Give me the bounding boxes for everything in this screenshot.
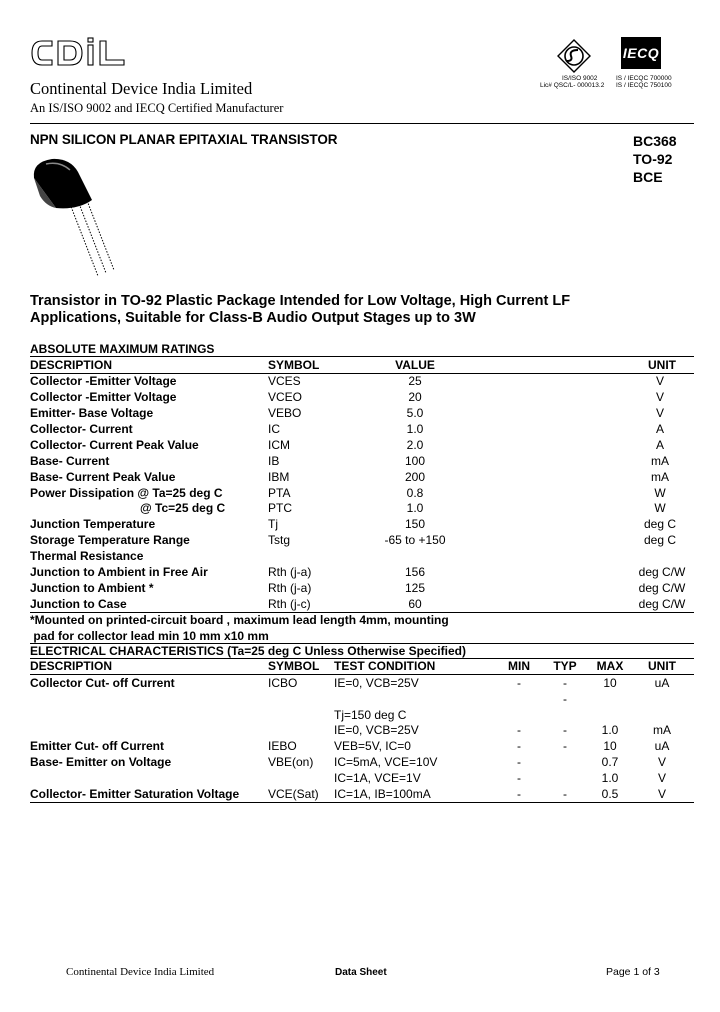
- row-description: Emitter Cut- off Current: [30, 739, 164, 753]
- row-max: 1.0: [601, 771, 619, 785]
- iecq-logo: IECQ: [621, 37, 661, 69]
- abs-max-header-row: DESCRIPTION SYMBOL VALUE UNIT: [30, 358, 676, 372]
- abs-max-row: [0, 486, 720, 502]
- row-symbol: ICBO: [268, 676, 298, 690]
- row-test-condition: IC=1A, IB=100mA: [334, 787, 431, 801]
- part-info: [633, 132, 677, 186]
- row-unit: uA: [654, 739, 670, 753]
- row-description: Emitter- Base Voltage: [30, 406, 154, 420]
- row-value: 125: [404, 581, 426, 595]
- abs-max-row: [0, 390, 720, 406]
- row-symbol: Tstg: [268, 533, 291, 547]
- row-symbol: Rth (j-a): [268, 565, 312, 579]
- row-symbol: Tj: [268, 517, 278, 531]
- row-unit: V: [657, 771, 666, 785]
- abs-max-row: [0, 406, 720, 422]
- product-title: NPN SILICON PLANAR EPITAXIAL TRANSISTOR: [30, 132, 338, 147]
- row-value: 100: [404, 454, 426, 468]
- row-unit: A: [655, 438, 664, 452]
- row-test-condition: Tj=150 deg C: [334, 708, 407, 722]
- row-value: -65 to +150: [384, 533, 446, 547]
- row-symbol: IC: [268, 422, 280, 436]
- row-description: Junction Temperature: [30, 517, 156, 531]
- row-symbol: IEBO: [268, 739, 297, 753]
- abs-max-row: [0, 374, 720, 390]
- row-min: -: [517, 676, 521, 690]
- abs-max-row: [0, 533, 720, 549]
- row-max: 10: [603, 739, 617, 753]
- abs-max-row: [0, 517, 720, 533]
- footer-company: Continental Device India Limited: [66, 966, 215, 978]
- row-unit: V: [655, 390, 664, 404]
- row-unit: deg C/W: [638, 581, 686, 595]
- row-description: Collector- Current: [30, 422, 133, 436]
- row-unit: mA: [651, 470, 669, 484]
- row-unit: mA: [653, 723, 671, 737]
- cdil-logo: [30, 36, 138, 70]
- elec-row: [0, 739, 720, 755]
- row-unit: V: [657, 787, 666, 801]
- row-value: 20: [408, 390, 422, 404]
- elec-header-row: DESCRIPTION SYMBOL TEST CONDITION MIN TYP MAX UNIT: [30, 659, 676, 673]
- row-unit: V: [655, 406, 664, 420]
- abs-max-row: [0, 501, 720, 517]
- row-description: Power Dissipation @ Ta=25 deg C: [30, 486, 223, 500]
- row-symbol: PTC: [268, 501, 292, 515]
- row-symbol: VCE(Sat): [268, 787, 319, 801]
- product-description: Transistor in TO-92 Plastic Package Intended for Low Voltage, High Current LF Applications, Suitable for Class-B Audio Output Stages up to 3W: [30, 293, 571, 326]
- row-unit: deg C/W: [638, 565, 686, 579]
- row-unit: deg C: [643, 533, 677, 547]
- thermal-resistance-title: Thermal Resistance: [30, 549, 144, 563]
- row-description: Collector- Current Peak Value: [30, 438, 199, 452]
- row-value: 5.0: [406, 406, 424, 420]
- row-value: 1.0: [406, 501, 424, 515]
- row-description: Base- Emitter on Voltage: [30, 755, 172, 769]
- package-type: TO-92: [633, 151, 673, 167]
- row-test-condition: IC=1A, VCE=1V: [334, 771, 421, 785]
- row-symbol: VCES: [268, 374, 301, 388]
- row-value: 25: [408, 374, 422, 388]
- row-max: 0.7: [601, 755, 619, 769]
- iso-cert-text: IS/ISO 9002 Lic# QSC/L- 000013.2: [540, 75, 605, 89]
- row-value: 1.0: [406, 422, 424, 436]
- row-unit: deg C/W: [638, 597, 686, 611]
- row-max: 0.5: [601, 787, 619, 801]
- row-unit: A: [655, 422, 664, 436]
- footer-page-number: Page 1 of 3: [606, 966, 660, 978]
- row-symbol: Rth (j-a): [268, 581, 312, 595]
- row-value: 200: [404, 470, 426, 484]
- thermal-row: [0, 597, 720, 613]
- row-symbol: Rth (j-c): [268, 597, 311, 611]
- row-symbol: IB: [268, 454, 280, 468]
- row-description: @ Tc=25 deg C: [140, 501, 226, 515]
- row-description: Junction to Ambient in Free Air: [30, 565, 208, 579]
- footer-doc-type: Data Sheet: [335, 967, 387, 978]
- row-typ: -: [563, 723, 567, 737]
- row-value: 156: [404, 565, 426, 579]
- row-description: Base- Current Peak Value: [30, 470, 176, 484]
- row-unit: uA: [654, 676, 670, 690]
- elec-row: [0, 755, 720, 771]
- row-min: -: [517, 723, 521, 737]
- mounting-note: *Mounted on printed-circuit board , maximum lead length 4mm, mounting pad for collector lead min 10 mm x10 mm: [30, 613, 449, 643]
- elec-row: [0, 787, 720, 803]
- row-unit: V: [655, 374, 664, 388]
- row-typ: -: [563, 692, 567, 706]
- row-typ: -: [563, 739, 567, 753]
- row-value: 60: [408, 597, 422, 611]
- row-min: -: [517, 771, 521, 785]
- row-value: 0.8: [406, 486, 424, 500]
- row-unit: W: [654, 486, 666, 500]
- abs-max-row: [0, 454, 720, 470]
- row-typ: -: [563, 787, 567, 801]
- row-unit: V: [657, 755, 666, 769]
- row-value: 2.0: [406, 438, 424, 452]
- row-description: Collector Cut- off Current: [30, 676, 175, 690]
- row-max: 1.0: [601, 723, 619, 737]
- part-number: BC368: [633, 133, 677, 149]
- iso-cert-icon: [556, 38, 592, 74]
- company-tagline: An IS/ISO 9002 and IECQ Certified Manufacturer: [30, 101, 284, 115]
- elec-row: [0, 723, 720, 739]
- elec-row: [0, 676, 720, 692]
- elec-row: [0, 708, 720, 724]
- abs-max-row: [0, 438, 720, 454]
- pinout: BCE: [633, 169, 663, 185]
- row-symbol: VEBO: [268, 406, 302, 420]
- row-test-condition: IE=0, VCB=25V: [334, 676, 419, 690]
- elec-bottom-rule: [30, 802, 694, 803]
- abs-max-row: [0, 422, 720, 438]
- iecq-cert-text: IS / IECQC 700000 IS / IECQC 750100: [616, 75, 672, 89]
- row-max: 10: [603, 676, 617, 690]
- row-description: Junction to Ambient *: [30, 581, 154, 595]
- row-description: Collector -Emitter Voltage: [30, 390, 177, 404]
- row-symbol: PTA: [268, 486, 291, 500]
- abs-max-row: [0, 470, 720, 486]
- row-symbol: IBM: [268, 470, 290, 484]
- row-test-condition: VEB=5V, IC=0: [334, 739, 411, 753]
- company-name: Continental Device India Limited: [30, 79, 253, 98]
- elec-row: [0, 692, 720, 708]
- row-description: Collector -Emitter Voltage: [30, 374, 177, 388]
- row-min: -: [517, 787, 521, 801]
- row-value: 150: [404, 517, 426, 531]
- row-description: Junction to Case: [30, 597, 127, 611]
- row-description: Storage Temperature Range: [30, 533, 190, 547]
- transistor-image: [26, 156, 126, 282]
- row-symbol: VCEO: [268, 390, 303, 404]
- row-symbol: VBE(on): [268, 755, 314, 769]
- abs-max-top-rule: [30, 356, 694, 357]
- row-symbol: ICM: [268, 438, 290, 452]
- row-description: Collector- Emitter Saturation Voltage: [30, 787, 240, 801]
- elec-section-title: ELECTRICAL CHARACTERISTICS (Ta=25 deg C Unless Otherwise Specified): [30, 644, 466, 658]
- header-divider: [30, 123, 694, 124]
- row-min: -: [517, 755, 521, 769]
- thermal-row: [0, 565, 720, 581]
- row-test-condition: IE=0, VCB=25V: [334, 723, 419, 737]
- row-description: Base- Current: [30, 454, 110, 468]
- row-unit: mA: [651, 454, 669, 468]
- elec-row: [0, 771, 720, 787]
- row-typ: -: [563, 676, 567, 690]
- thermal-row: [0, 581, 720, 597]
- row-min: -: [517, 739, 521, 753]
- row-unit: W: [654, 501, 666, 515]
- abs-max-section-title: ABSOLUTE MAXIMUM RATINGS: [30, 342, 215, 356]
- row-unit: deg C: [643, 517, 677, 531]
- elec-header-rule: [30, 674, 694, 675]
- row-test-condition: IC=5mA, VCE=10V: [334, 755, 438, 769]
